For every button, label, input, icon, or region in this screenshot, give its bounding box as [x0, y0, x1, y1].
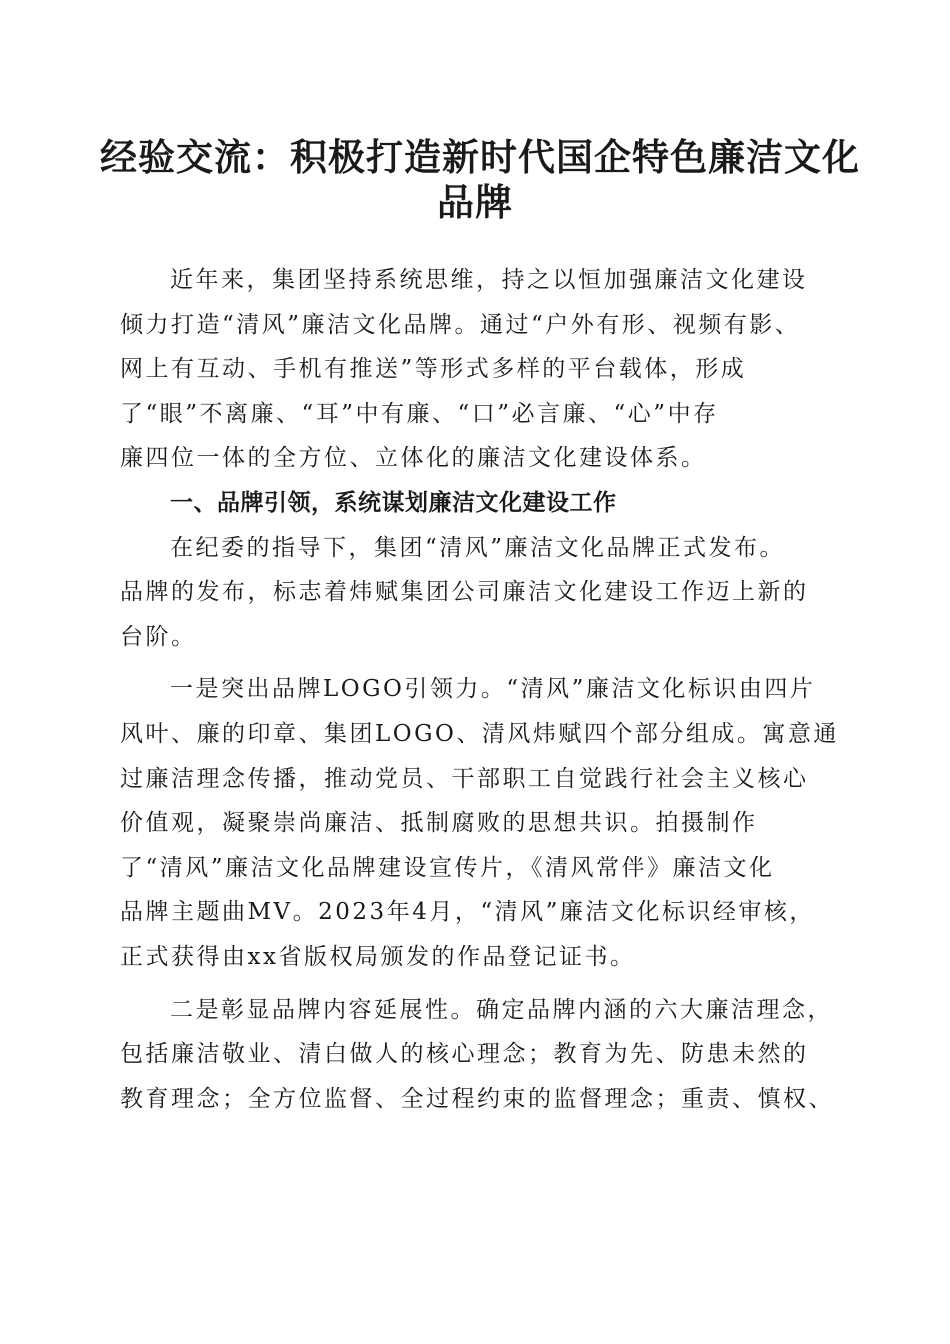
text-line: 品牌主题曲MV。2023年4月，“清风”廉洁文化标识经审核， — [120, 899, 815, 926]
text-line: 价值观，凝聚崇尚廉洁、抵制腐败的思想共识。拍摄制作 — [120, 810, 758, 837]
text-line: 了“眼”不离廉、“耳”中有廉、“口”必言廉、“心”中存 — [120, 400, 719, 427]
text-line: 台阶。 — [120, 623, 197, 650]
paragraph-content — [120, 988, 840, 1122]
paragraph-intro — [120, 258, 840, 481]
title-line-1: 经验交流：积极打造新时代国企特色廉洁文化 — [100, 135, 860, 179]
text-line: 包括廉洁敬业、清白做人的核心理念；教育为先、防患未然的 — [120, 1041, 809, 1068]
heading-line: 一、品牌引领，系统谋划廉洁文化建设工作 — [170, 489, 617, 516]
text-line: 了“清风”廉洁文化品牌建设宣传片，《清风常伴》廉洁文化 — [120, 854, 775, 881]
document-body — [120, 258, 840, 1121]
title-line-2: 品牌 — [437, 180, 513, 224]
text-line: 网上有互动、手机有推送”等形式多样的平台载体，形成 — [120, 356, 747, 383]
text-line: 二是彰显品牌内容延展性。确定品牌内涵的六大廉洁理念， — [170, 996, 833, 1023]
text-line: 品牌的发布，标志着炜赋集团公司廉洁文化建设工作迈上新的 — [120, 579, 809, 606]
text-line: 一是突出品牌LOGO引领力。“清风”廉洁文化标识由四片 — [170, 676, 816, 703]
text-line: 近年来，集团坚持系统思维，持之以恒加强廉洁文化建设 — [170, 267, 808, 293]
text-line: 风叶、廉的印章、集团LOGO、清风炜赋四个部分组成。寓意通 — [120, 720, 839, 747]
text-line: 在纪委的指导下，集团“清风”廉洁文化品牌正式发布。 — [170, 534, 786, 561]
document-title — [100, 135, 860, 225]
text-line: 过廉洁理念传播，推动党员、干部职工自觉践行社会主义核心 — [120, 765, 809, 792]
text-line: 教育理念；全方位监督、全过程约束的监督理念；重责、慎权、 — [120, 1085, 834, 1112]
paragraph-brand-release — [120, 526, 840, 660]
section-heading-1 — [120, 481, 840, 526]
text-line: 正式获得由xx省版权局颁发的作品登记证书。 — [120, 943, 636, 970]
paragraph-logo — [120, 667, 840, 979]
text-line: 倾力打造“清风”廉洁文化品牌。通过“户外有形、视频有影、 — [120, 311, 801, 338]
text-line: 廉四位一体的全方位、立体化的廉洁文化建设体系。 — [120, 445, 707, 472]
